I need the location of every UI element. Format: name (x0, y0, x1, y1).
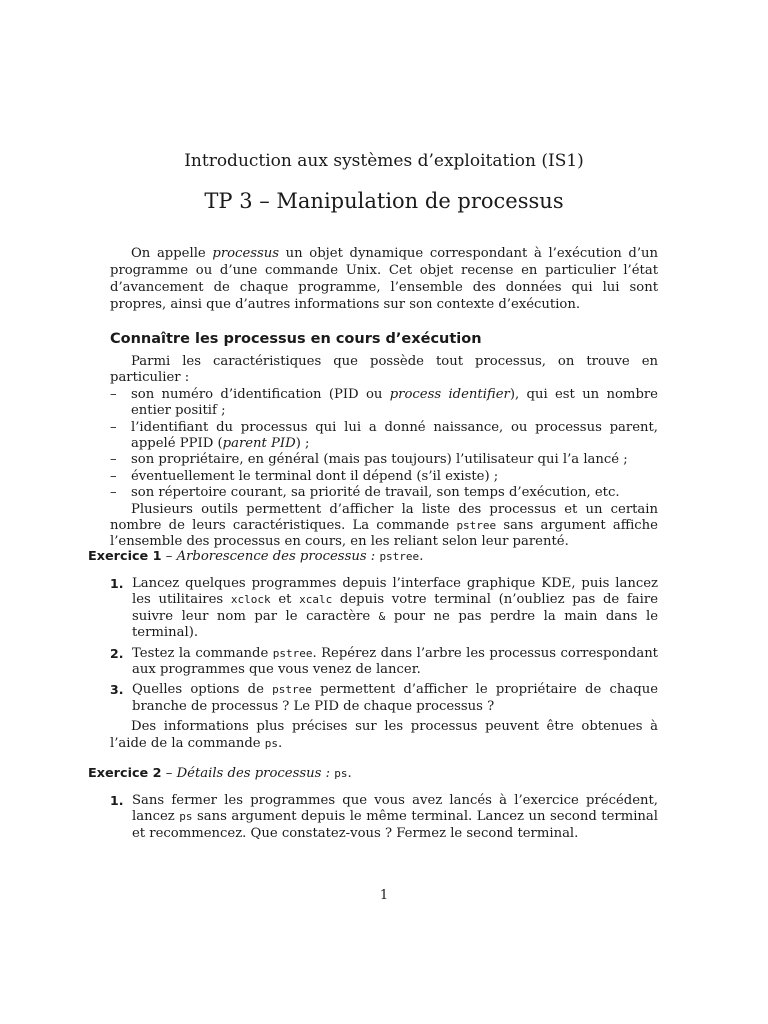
section-heading: Connaître les processus en cours d’exécution (110, 331, 482, 347)
exercise-item (110, 576, 658, 642)
command-name: pstree (272, 646, 313, 660)
exercise-title: Arborescence des processus : (176, 549, 380, 564)
item-text: Lancez quelques programmes depuis l’interface graphique KDE, puis lancez les utilitaires (132, 576, 658, 608)
item-text: . Repérez dans l’arbre les processus correspondant aux programmes que vous venez de lancer. (132, 645, 658, 678)
list-item-term: parent PID (222, 436, 296, 452)
list-item (110, 420, 658, 453)
item-text: permettent d’afficher le propriétaire de chaque branche de processus ? Le PID de chaque processus ? (132, 682, 658, 714)
dash-marker: – (110, 468, 117, 484)
list-item-text: son propriétaire, en général (mais pas toujours) l’utilisateur qui l’a lancé ; (131, 452, 628, 468)
intro-text: un objet dynamique correspondant à l’exécution d’un programme ou d’une commande Unix. Cet objet recense en particulier l’état d’avancement de chaque programme, l’ensemble des données qui lui sont propres, ainsi que d’autres informations sur son contexte d’exécution. (110, 246, 659, 312)
intro-paragraph (110, 245, 658, 313)
list-item-text: ) ; (295, 436, 310, 452)
intro-term: processus (212, 246, 280, 261)
list-item-term: process identifier (389, 386, 510, 402)
item-number: 2. (110, 645, 124, 661)
command-name: xclock (230, 593, 271, 607)
item-number: 1. (110, 793, 124, 808)
dash-marker: – (110, 386, 117, 402)
item-number: 1. (110, 576, 124, 591)
exercise-label: Exercice 2 (88, 766, 162, 781)
intro-text: On appelle (131, 246, 213, 261)
exercise-1-list (110, 576, 658, 719)
command-name: & (378, 609, 386, 623)
list-item-text: son numéro d’identification (PID ou (131, 386, 390, 402)
paragraph-text: sans argument affiche l’ensemble des processus en cours, en les reliant selon leur parenté. (110, 518, 658, 550)
command-name: ps (334, 767, 348, 780)
list-item-text: l’identifiant du processus qui lui a donné naissance, ou processus parent, appelé PPID ( (131, 419, 658, 452)
item-text: Sans fermer les programmes que vous avez lancés à l’exercice précédent, lancez (132, 793, 658, 825)
dash-marker: – (110, 419, 117, 435)
exercise-label: Exercice 1 (88, 549, 162, 564)
dash-marker: – (110, 485, 117, 501)
characteristics-list (110, 387, 658, 502)
list-item (110, 452, 658, 468)
exercise-item (110, 793, 658, 842)
exercise-end: . (347, 766, 352, 781)
command-name: ps (179, 810, 193, 824)
section-lead: Parmi les caractéristiques que possède tout processus, on trouve en particulier : (110, 354, 658, 386)
tp-title: TP 3 – Manipulation de processus (204, 189, 564, 213)
command-name: pstree (272, 683, 312, 697)
section-body (110, 354, 658, 551)
list-item (110, 469, 658, 485)
exercise-2-heading (88, 765, 668, 782)
paragraph-text: . (278, 736, 283, 751)
list-item (110, 387, 658, 420)
list-item-text: éventuellement le terminal dont il dépend (s’il existe) ; (131, 468, 499, 484)
item-text: Testez la commande (132, 645, 273, 661)
exercise-separator: – (161, 766, 177, 781)
course-title: Introduction aux systèmes d’exploitation (IS1) (184, 151, 584, 171)
item-text: depuis votre terminal (n’oubliez pas de faire suivre leur nom par le caractère (132, 592, 658, 624)
item-text: sans argument depuis le même terminal. Lancez un second terminal et recommencez. Que constatez-vous ? Fermez le second terminal. (132, 809, 658, 841)
exercise-separator: – (161, 549, 177, 564)
command-name: xcalc (299, 593, 333, 607)
item-text: et (270, 592, 300, 608)
exercise-1-heading (88, 548, 668, 565)
item-number: 3. (110, 682, 124, 698)
item-text: pour ne pas perdre la main dans le terminal). (132, 608, 658, 641)
paragraph-text: Plusieurs outils permettent d’afficher la liste des processus et un certain nombre de leurs caractéristiques. La commande (110, 501, 658, 534)
command-name: ps (264, 737, 279, 750)
list-item-text: son répertoire courant, sa priorité de travail, son temps d’exécution, etc. (131, 485, 620, 501)
list-item-text: ), qui est un nombre entier positif ; (131, 386, 658, 419)
command-name: pstree (456, 519, 497, 533)
exercise-end: . (419, 549, 424, 564)
paragraph-text: Des informations plus précises sur les processus peuvent être obtenues à l’aide de la commande (110, 719, 658, 751)
exercise-title: Détails des processus : (176, 766, 335, 781)
exercise-2-list (110, 793, 658, 846)
followup-paragraph (110, 718, 658, 752)
item-text: Quelles options de (132, 682, 273, 698)
command-name: pstree (379, 550, 420, 563)
list-item (110, 485, 658, 501)
exercise-item (110, 646, 658, 679)
tools-paragraph (110, 502, 658, 551)
dash-marker: – (110, 452, 117, 468)
page-number: 1 (379, 888, 389, 903)
exercise-item (110, 682, 658, 715)
